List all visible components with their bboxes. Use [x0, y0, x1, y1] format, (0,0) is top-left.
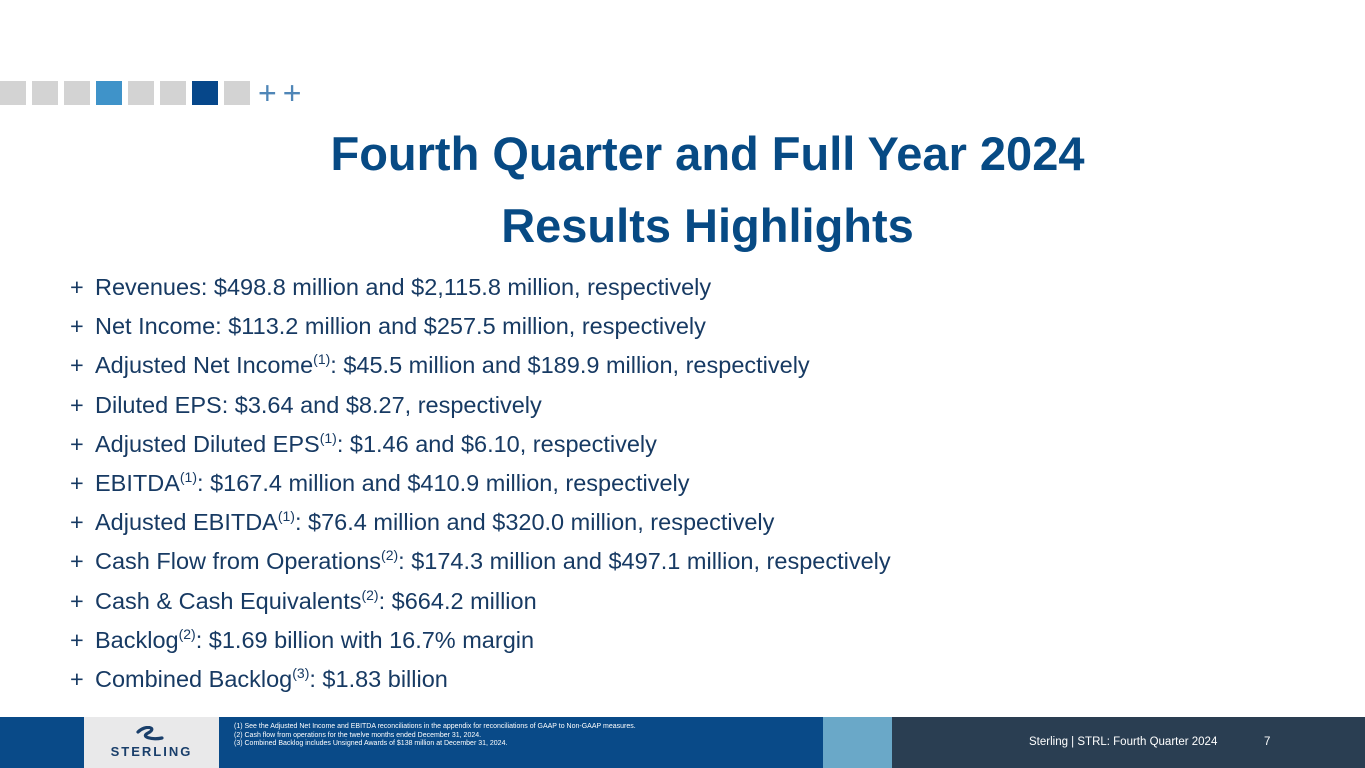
list-item: [70, 386, 891, 425]
bullet-label: EBITDA: [95, 469, 180, 496]
highlights-list: [70, 268, 891, 699]
slide-title-line-2: Results Highlights: [501, 199, 914, 252]
logo-text: STERLING: [110, 744, 193, 759]
bullet-marker: +: [70, 430, 84, 457]
bullet-value: : $76.4 million and $320.0 million, respectively: [294, 509, 775, 536]
list-item: [70, 425, 891, 464]
list-item: [70, 346, 891, 385]
deco-square: [128, 81, 154, 105]
bullet-value: : $167.4 million and $410.9 million, respectively: [197, 469, 690, 496]
list-item: [70, 582, 891, 621]
bullet-value: : $1.69 billion with 16.7% margin: [195, 626, 535, 653]
bullet-value: : $45.5 million and $189.9 million, respectively: [330, 352, 810, 379]
deco-square-accent-light: [96, 81, 122, 105]
sterling-mark-icon: [134, 726, 166, 744]
footnote-1: (1) See the Adjusted Net Income and EBITDA reconciliations in the appendix for reconciliations of GAAP to Non-GAAP measures.: [234, 723, 636, 730]
bullet-label: Diluted EPS: [95, 391, 222, 418]
deco-square: [64, 81, 90, 105]
footnote-ref: (1): [277, 508, 295, 525]
bullet-marker: +: [70, 352, 84, 379]
bullet-value: : $498.8 million and $2,115.8 million, respectively: [200, 274, 712, 300]
bullet-label: Adjusted Net Income: [95, 352, 314, 379]
bullet-marker: +: [70, 391, 84, 418]
deco-square-accent-dark: [192, 81, 218, 105]
bullet-marker: +: [70, 469, 84, 496]
footnotes: [234, 723, 636, 749]
bullet-label: Revenues: [95, 274, 201, 300]
deco-square: [0, 81, 26, 105]
footer-bar: [0, 717, 1365, 768]
footnote-3: (3) Combined Backlog includes Unsigned Awards of $138 million at December 31, 2024.: [234, 740, 508, 747]
list-item: [70, 542, 891, 581]
bullet-marker: +: [70, 665, 84, 692]
bullet-marker: +: [70, 626, 84, 653]
bullet-value: : $113.2 million and $257.5 million, respectively: [215, 313, 706, 340]
bullet-marker: +: [70, 587, 84, 614]
decorative-square-strip: [0, 75, 305, 111]
list-item: [70, 307, 891, 346]
sterling-logo: [84, 717, 219, 768]
list-item: [70, 503, 891, 542]
bullet-label: Cash & Cash Equivalents: [95, 587, 362, 614]
list-item: [70, 660, 891, 699]
slide-title-line-1: Fourth Quarter and Full Year 2024: [330, 127, 1085, 180]
footer-light-band: [823, 717, 892, 768]
footnote-ref: (2): [178, 625, 196, 642]
bullet-value: : $664.2 million: [378, 587, 537, 614]
footnote-ref: (1): [319, 429, 337, 446]
footnote-ref: (2): [361, 586, 379, 603]
deco-square: [32, 81, 58, 105]
deco-square: [160, 81, 186, 105]
bullet-value: : $3.64 and $8.27, respectively: [221, 391, 542, 418]
bullet-value: : $1.46 and $6.10, respectively: [336, 430, 657, 457]
footnote-2: (2) Cash flow from operations for the twelve months ended December 31, 2024.: [234, 731, 482, 739]
plus-icon: +: [258, 75, 277, 111]
plus-icon: +: [282, 75, 302, 111]
slide-title: [0, 118, 1365, 262]
page-number: 7: [1264, 736, 1271, 748]
list-item: [70, 464, 891, 503]
bullet-label: Combined Backlog: [95, 665, 293, 692]
bullet-label: Net Income: [95, 313, 216, 340]
footnote-ref: (2): [381, 547, 399, 564]
footer-label: Sterling | STRL: Fourth Quarter 2024: [1029, 736, 1218, 748]
bullet-value: : $174.3 million and $497.1 million, respectively: [398, 548, 891, 575]
bullet-label: Backlog: [95, 626, 179, 653]
list-item: [70, 621, 891, 660]
bullet-label: Adjusted EBITDA: [95, 509, 278, 536]
bullet-marker: +: [70, 274, 84, 300]
bullet-marker: +: [70, 548, 84, 575]
bullet-value: : $1.83 billion: [309, 665, 448, 692]
bullet-label: Adjusted Diluted EPS: [95, 430, 320, 457]
footnote-ref: (1): [313, 351, 331, 368]
bullet-label: Cash Flow from Operations: [95, 548, 382, 575]
footnote-ref: (3): [292, 664, 310, 681]
bullet-marker: +: [70, 313, 84, 340]
list-item: [70, 268, 891, 307]
bullet-marker: +: [70, 509, 84, 536]
deco-square: [224, 81, 250, 105]
footnote-ref: (1): [179, 468, 198, 485]
